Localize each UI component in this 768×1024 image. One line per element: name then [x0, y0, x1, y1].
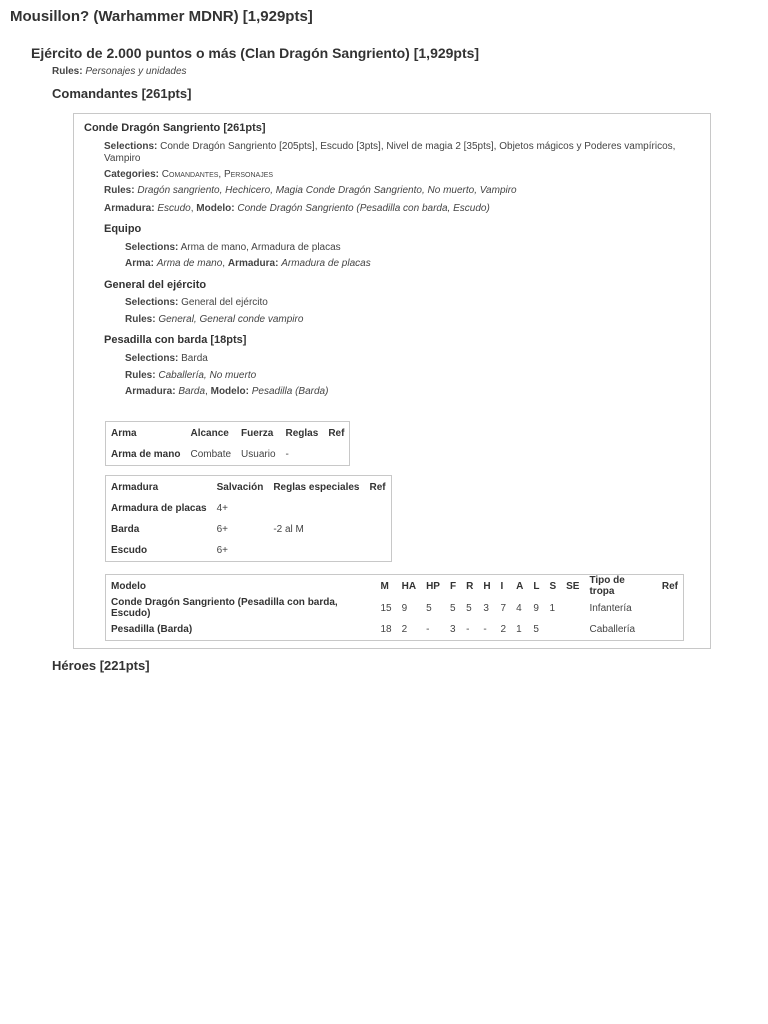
table-row [106, 444, 350, 466]
model-cell: - [483, 624, 487, 635]
model-cell: - [426, 624, 430, 635]
unit-categories-value: Comandantes, Personajes [161, 169, 274, 180]
weapon-header-cell: Reglas [285, 427, 319, 439]
unit-selections-value: Conde Dragón Sangriento [205pts], Escudo [3pts], Nivel de magia 2 [35pts], Objetos mágicos y Poderes vampíricos, [160, 141, 676, 152]
armour-cell [268, 498, 364, 519]
model-header-cell: I [500, 580, 504, 592]
weapon-cell: Usuario [241, 449, 276, 460]
table-row [106, 619, 684, 641]
pesadilla-rules-value: Caballería, No muerto [158, 370, 257, 381]
weapon-cell [323, 444, 350, 466]
pesadilla-selections-value: Barda [181, 353, 208, 364]
armour-header-cell: Salvación [216, 481, 264, 493]
pesadilla-modelo-value: Pesadilla (Barda) [251, 386, 329, 397]
table-row [106, 498, 392, 519]
weapon-header-cell: Arma [111, 427, 137, 439]
weapon-header-cell: Ref [328, 427, 345, 439]
armour-cell [364, 498, 391, 519]
pesadilla-armadura-label: Armadura: [125, 386, 176, 397]
armour-cell: 4+ [216, 503, 229, 514]
armour-table [105, 475, 392, 562]
unit-modelo-label: Modelo: [196, 203, 235, 214]
model-cell: 3 [449, 624, 456, 635]
model-cell: 3 [483, 602, 489, 614]
weapon-table-header [106, 422, 350, 445]
model-cell: 18 [380, 624, 392, 635]
model-cell: 15 [380, 602, 392, 614]
armour-cell: -2 al M [273, 524, 304, 535]
weapon-cell: Arma de mano [111, 449, 181, 460]
pesadilla-modelo-label: Modelo: [210, 386, 249, 397]
model-cell: Conde Dragón Sangriento (Pesadilla con barda, Escudo) [111, 597, 338, 619]
model-cell: Infantería [589, 602, 632, 614]
unit-rules [104, 185, 517, 197]
pesadilla-rules-label: Rules: [125, 370, 156, 381]
armour-cell: Escudo [111, 545, 148, 556]
model-header-cell: Ref [661, 580, 678, 592]
armour-cell [364, 540, 391, 562]
weapon-header-cell: Fuerza [241, 427, 274, 439]
general-selections-value: General del ejército [181, 297, 268, 308]
unit-selections [104, 141, 704, 165]
unit-rules-label: Rules: [104, 185, 135, 196]
model-table-header [106, 575, 684, 598]
model-cell: 4 [516, 602, 522, 614]
table-row [106, 519, 392, 540]
model-header-cell: A [516, 580, 524, 592]
model-cell: 5 [533, 624, 539, 635]
equipo-armadura-label: Armadura: [227, 258, 279, 269]
model-cell: 9 [401, 602, 408, 614]
model-cell: 5 [449, 602, 456, 614]
armour-cell: Barda [111, 524, 140, 535]
unit-categories [104, 169, 273, 181]
unit-rules-value: Dragón sangriento, Hechicero, Magia Conde Dragón Sangriento, No muerto, Vampiro [137, 185, 517, 196]
model-cell [657, 597, 684, 619]
armour-cell [268, 540, 364, 562]
general-rules [125, 314, 303, 326]
unit-title: Conde Dragón Sangriento [261pts] [84, 122, 266, 134]
model-header-cell: S [549, 580, 557, 592]
pesadilla-selections [125, 353, 208, 365]
pesadilla-rules [125, 370, 256, 382]
equipo-title: Equipo [104, 223, 142, 235]
weapon-header-cell: Alcance [190, 427, 229, 439]
model-header-cell: HP [426, 580, 440, 592]
model-header-cell: M [380, 580, 389, 592]
equipo-armadura-value: Armadura de placas [281, 258, 371, 269]
model-cell: 1 [516, 624, 522, 635]
model-table [105, 574, 684, 641]
unit-armadura-value: Escudo [157, 203, 191, 214]
force-rules-label: Rules: [52, 66, 83, 77]
armour-cell: Armadura de placas [111, 503, 207, 514]
unit-selections-label: Selections: [104, 141, 158, 152]
unit-categories-label: Categories: [104, 169, 160, 180]
model-cell: 2 [500, 624, 507, 635]
model-cell [657, 619, 684, 641]
model-header-cell: Modelo [111, 580, 146, 592]
force-title: Ejército de 2.000 puntos o más (Clan Dragón Sangriento) [1,929pts] [31, 45, 480, 61]
force-rules [52, 66, 187, 77]
armour-header-cell: Reglas especiales [273, 481, 360, 493]
roster-title: Mousillon? (Warhammer MDNR) [1,929pts] [10, 8, 313, 25]
model-cell: 9 [533, 602, 539, 614]
table-row [106, 540, 392, 562]
model-cell: Pesadilla (Barda) [111, 624, 193, 635]
model-cell: 7 [500, 602, 507, 614]
model-header-cell: HA [401, 580, 417, 592]
model-header-cell: R [466, 580, 474, 592]
general-title: General del ejército [104, 279, 207, 291]
equipo-profile: Arma: Arma de mano, Armadura: Armadura de placas [125, 258, 371, 269]
equipo-selections-label: Selections: [125, 242, 179, 253]
pesadilla-title: Pesadilla con barda [18pts] [104, 334, 247, 346]
equipo-selections-value: Arma de mano, Armadura de placas [180, 242, 341, 253]
model-cell: 2 [401, 624, 408, 635]
weapon-table [105, 421, 350, 466]
armour-cell: 6+ [216, 545, 229, 556]
equipo-arma-label: Arma: [125, 258, 154, 269]
model-header-cell: Tipo de tropa [589, 575, 625, 597]
general-rules-label: Rules: [125, 314, 156, 325]
section-heroes-title: Héroes [221pts] [52, 658, 150, 673]
pesadilla-profile: Armadura: Barda, Modelo: Pesadilla (Barda) [125, 386, 329, 397]
model-cell: - [466, 624, 470, 635]
armour-header-cell: Ref [369, 481, 386, 493]
section-commanders-title: Comandantes [261pts] [52, 86, 192, 101]
model-cell [561, 597, 584, 619]
unit-card [73, 113, 711, 649]
unit-profile: Armadura: Escudo, Modelo: Conde Dragón Sangriento (Pesadilla con barda, Escudo) [104, 203, 490, 214]
armour-header-cell: Armadura [111, 481, 159, 493]
general-selections-label: Selections: [125, 297, 179, 308]
model-header-cell: SE [566, 580, 580, 592]
equipo-selections [125, 242, 341, 254]
unit-modelo-value: Conde Dragón Sangriento (Pesadilla con barda, Escudo) [237, 203, 490, 214]
model-cell: 5 [426, 602, 432, 614]
pesadilla-armadura-value: Barda [178, 386, 206, 397]
armour-table-header [106, 476, 392, 499]
armour-cell [364, 519, 391, 540]
general-rules-value: General, General conde vampiro [158, 314, 304, 325]
model-cell: Caballería [589, 624, 636, 635]
model-header-cell: F [449, 580, 457, 592]
model-cell: 5 [466, 602, 472, 614]
model-cell: 1 [549, 602, 556, 614]
general-selections [125, 297, 268, 309]
model-header-cell: L [533, 580, 540, 592]
equipo-arma-value: Arma de mano [156, 258, 223, 269]
force-rules-value: Personajes y unidades [85, 66, 187, 77]
model-cell [561, 619, 584, 641]
weapon-cell: Combate [190, 449, 232, 460]
table-row [106, 597, 684, 619]
weapon-cell: - [285, 449, 289, 460]
model-cell [544, 619, 561, 641]
unit-armadura-label: Armadura: [104, 203, 155, 214]
model-header-cell: H [483, 580, 491, 592]
pesadilla-selections-label: Selections: [125, 353, 179, 364]
armour-cell: 6+ [216, 524, 229, 535]
unit-selections-value-2: Vampiro [104, 153, 141, 164]
